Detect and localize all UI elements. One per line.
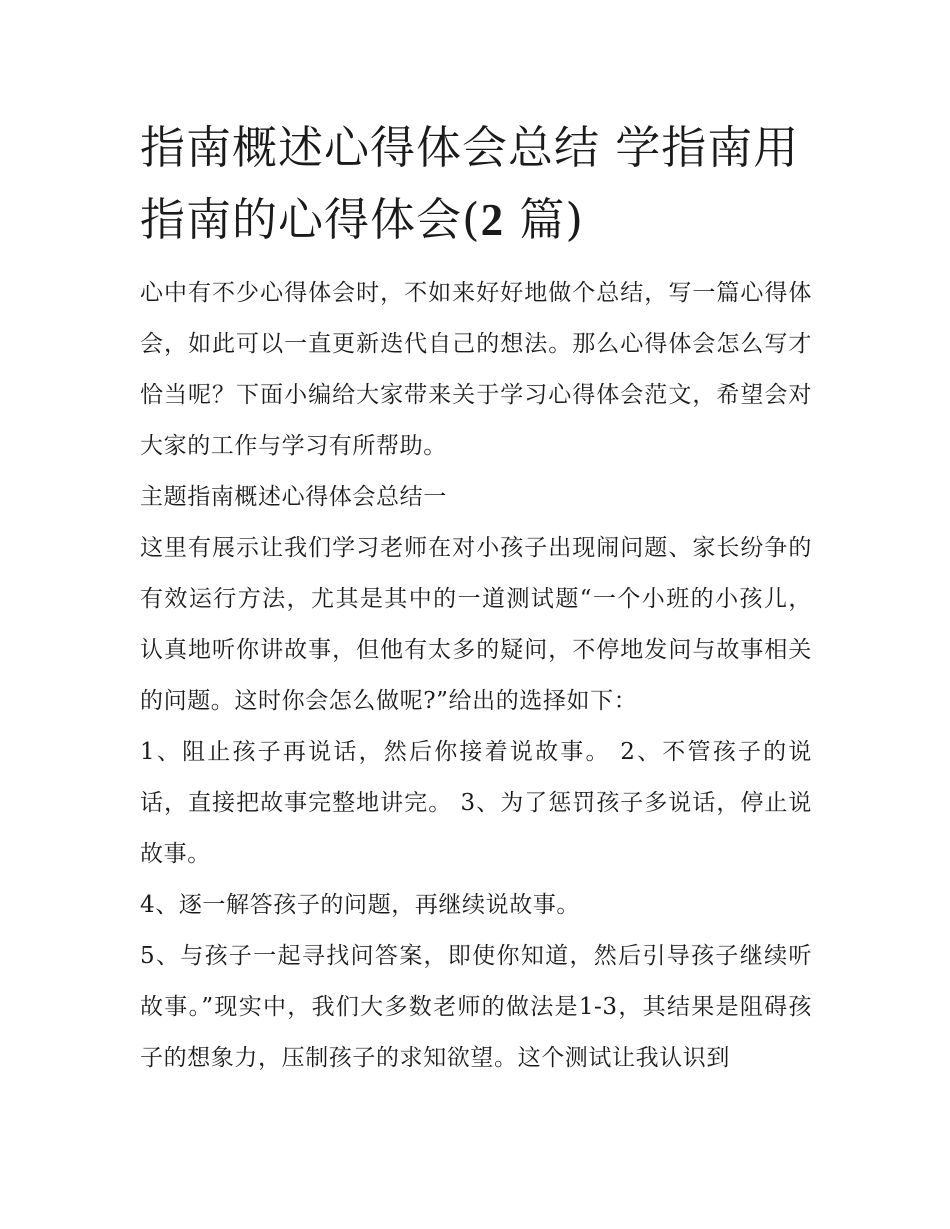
- intro-paragraph: 心中有不少心得体会时，不如来好好地做个总结，写一篇心得体会，如此可以一直更新迭代自己的想法。那么心得体会怎么写才恰当呢？下面小编给大家带来关于学习心得体会范文，希望会对大家的工作与学习有所帮助。: [140, 280, 812, 459]
- document-page: [140, 112, 812, 1084]
- document-title: [140, 112, 812, 256]
- title-text-part1: 指南概述心得体会总结 学指南用指南的心得体会(: [140, 121, 800, 246]
- option-5-paragraph: 5、与孩子一起寻找问答案，即使你知道，然后引导孩子继续听故事。”现实中，我们大多数老师的做法是1-3，其结果是阻碍孩子的想象力，压制孩子的求知欲望。这个测试让我认识到: [140, 943, 812, 1071]
- body-paragraph: 这里有展示让我们学习老师在对小孩子出现闹问题、家长纷争的有效运行方法，尤其是其中的一道测试题“一个小班的小孩儿，认真地听你讲故事，但他有太多的疑问，不停地发问与故事相关的问题。这时你会怎么做呢?”给出的选择如下：: [140, 535, 812, 714]
- option-4: 4、逐一解答孩子的问题，再继续说故事。: [140, 892, 581, 918]
- option-list-1-3: 1、阻止孩子再说话，然后你接着说故事。 2、不管孩子的说话，直接把故事完整地讲完。 3、为了惩罚孩子多说话，停止说故事。: [140, 739, 812, 867]
- title-number: 2: [480, 195, 505, 245]
- section-heading: 主题指南概述心得体会总结一: [140, 484, 447, 510]
- title-text-part2: 篇): [504, 193, 584, 246]
